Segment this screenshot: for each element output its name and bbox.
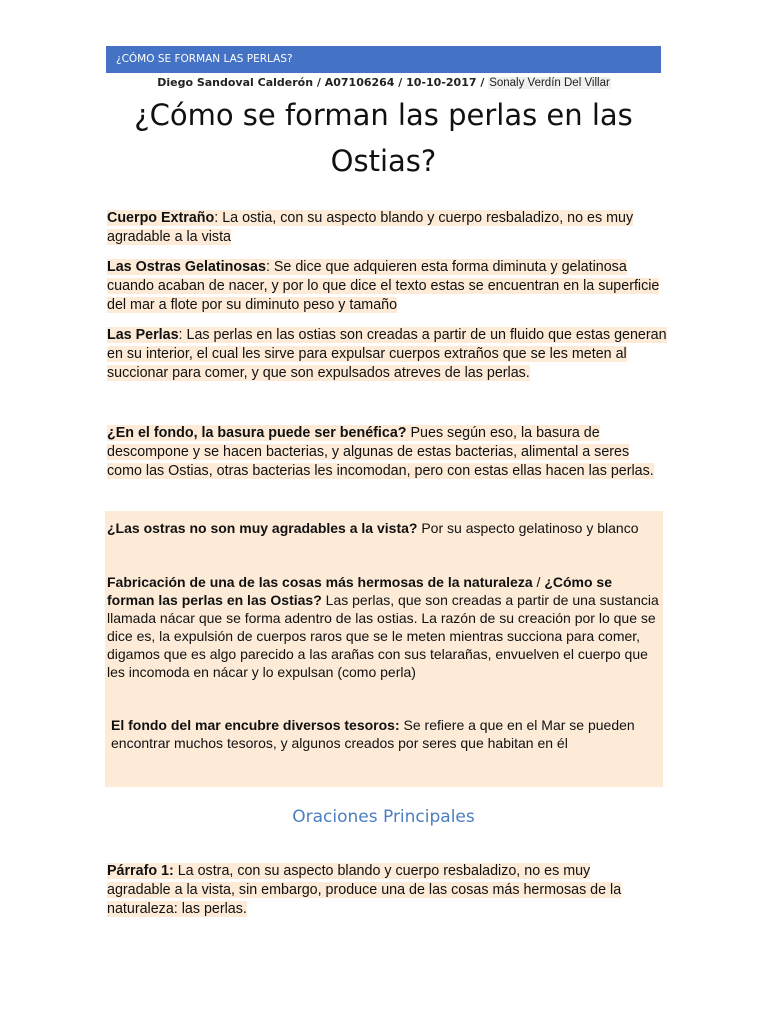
paragraph-label: ¿En el fondo, la basura puede ser benéfica? [107, 425, 407, 441]
paragraph-fabricacion: Fabricación de una de las cosas más hermosas de la naturaleza / ¿Cómo se forman las perlas en las Ostias? Las perlas, que son creadas a partir de una sustancia llamada nácar que se forma adentro de las ostias. La razón de su creación por lo que se dice es, la expulsión de cuerpos raros que se le meten mientras succiona para comer, digamos que es algo parecido a las arañas con sus telarañas, envuelven el cuerpo que les incomoda en nácar y lo expulsan (como perla) [107, 574, 659, 680]
paragraph-ostras-gelatinosas: Las Ostras Gelatinosas: Se dice que adquieren esta forma diminuta y gelatinosa cuando acaban de nacer, y por lo que dice el texto estas se encuentran en la superficie del mar a flote por su diminuto peso y tamaño [107, 259, 660, 313]
section-title: Oraciones Principales [292, 807, 475, 827]
paragraph-label: Las Perlas [107, 327, 179, 343]
paragraph-label: Cuerpo Extraño [107, 210, 215, 226]
paragraph-cuerpo-extrano: Cuerpo Extraño: La ostia, con su aspecto blando y cuerpo resbaladizo, no es muy agradable a la vista [107, 210, 634, 245]
supervisor-name: Sonaly Verdín Del Villar [489, 77, 610, 89]
paragraph-principal-1 [107, 862, 657, 919]
paragraph-label: ¿Las ostras no son muy agradables a la vista? [107, 520, 418, 536]
paragraph-text: La ostra, con su aspecto blando y cuerpo resbaladizo, no es muy agradable a la vista, sin embargo, produce una de las cosas más hermosas de la naturaleza: las perlas. [107, 863, 622, 917]
paragraph-label: Fabricación de una de las cosas más hermosas de la naturaleza [107, 574, 533, 590]
paragraph-las-perlas: Las Perlas: Las perlas en las ostias son creadas a partir de un fluido que estas generan en su interior, el cual les sirve para expulsar cuerpos extraños que se les meten al succionar para comer, y que son expulsados atreves de las perlas. [107, 327, 667, 381]
paragraph-text: Las perlas en las ostias son creadas a partir de un fluido que estas generan en su interior, el cual les sirve para expulsar cuerpos extraños que se les meten al succionar para comer, y que son expulsados atreves de las perlas. [107, 327, 667, 381]
paragraph-text: Por su aspecto gelatinoso y blanco [421, 520, 639, 536]
page-title: ¿Cómo se forman las perlas en las Ostias? [134, 98, 633, 178]
header-title: ¿CÓMO SE FORMAN LAS PERLAS? [116, 53, 293, 65]
paragraph-text: Las perlas, que son creadas a partir de una sustancia llamada nácar que se forma adentro de las ostias. La razón de su creación por lo que se dice es, la expulsión de cuerpos raros que se le meten mientras succiona para comer, digamos que es algo parecido a las arañas con sus telarañas, envuelven el cuerpo que les incomoda en nácar y lo expulsan (como perla) [107, 592, 659, 680]
author-line [0, 76, 768, 89]
paragraph-fondo-del-mar [111, 716, 663, 752]
paragraph-label: Párrafo 1: [107, 863, 174, 879]
paragraph-ostras-agradables [107, 519, 667, 537]
paragraph-basura-benefica [107, 424, 667, 481]
paragraph-text: Se refiere a que en el Mar se pueden encontrar muchos tesoros, y algunos creados por seres que habitan en él [111, 717, 635, 751]
paragraph-text: Pues según eso, la basura de descompone y se hacen bacterias, y algunas de estas bacterias, alimental a seres como las Ostias, otras bacterias les incomodan, pero con estas ellas hacen las perlas. [107, 425, 654, 479]
author-info: Diego Sandoval Calderón / A07106264 / 10-10-2017 / [157, 76, 489, 89]
paragraph-label: Las Ostras Gelatinosas [107, 259, 266, 275]
paragraph-text: Se dice que adquieren esta forma diminuta y gelatinosa cuando acaban de nacer, y por lo que dice el texto estas se encuentran en la superficie del mar a flote por su diminuto peso y tamaño [107, 259, 660, 313]
paragraph-label-2: ¿Cómo se forman las perlas en las Ostias? [107, 574, 612, 608]
document-header-bar [106, 46, 661, 73]
paragraph-text: La ostia, con su aspecto blando y cuerpo resbaladizo, no es muy agradable a la vista [107, 210, 634, 245]
paragraph-label: El fondo del mar encubre diversos tesoros: [111, 717, 400, 733]
